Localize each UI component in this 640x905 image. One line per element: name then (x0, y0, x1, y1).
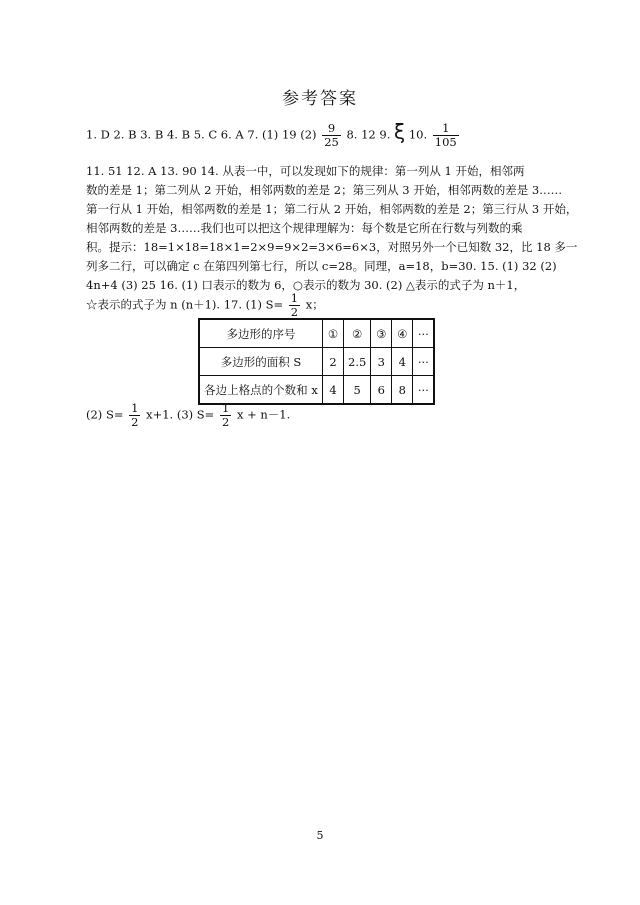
fraction-1-2: $\frac{1}{2}$ (290, 291, 299, 319)
table-row (199, 348, 434, 376)
answers-1-7: 1. D 2. B 3. B 4. B 5. C 6. A 7. (1) 19 (2) (86, 127, 317, 142)
table-cell: ① (323, 319, 344, 348)
answer-17-line: ☆表示的式子为 n (n＋1). 17. (1) S= $\frac{1}{2}$ x； (86, 291, 324, 319)
table-cell: 8 (392, 376, 413, 405)
fraction-1-105: $\frac{1}{105}$ (434, 121, 457, 149)
table-cell: ··· (413, 348, 435, 376)
table-cell: 多边形的面积 S (199, 348, 323, 376)
fraction-1-2: $\frac{1}{2}$ (131, 401, 139, 429)
para-line: 积。提示：18=1×18=18×1=2×9=9×2=3×6=6×3，对照另外一个已知数 32，比 18 多一 (86, 240, 578, 254)
answer-9-symbol: ξ (394, 119, 406, 144)
table-cell: ③ (371, 319, 392, 348)
table-cell: 3 (371, 348, 392, 376)
table-cell: ② (344, 319, 371, 348)
table-row (199, 376, 434, 405)
table-cell: 4 (392, 348, 413, 376)
table-cell: 多边形的序号 (199, 319, 323, 348)
table-cell: 2.5 (344, 348, 371, 376)
table-cell: 5 (344, 376, 371, 405)
fraction-1-2: $\frac{1}{2}$ (221, 401, 230, 429)
answers-8-9: 8. 12 9. (346, 127, 391, 142)
table-cell: ··· (413, 319, 435, 348)
table-cell: 4 (323, 376, 344, 405)
table-cell: ④ (392, 319, 413, 348)
para-line: 相邻两数的差是 3……我们也可以把这个规律理解为：每个数是它所在行数与列数的乘 (86, 221, 523, 235)
para-line: 11. 51 12. A 13. 90 14. 从表一中，可以发现如下的规律：第一列从 1 开始，相邻两 (86, 164, 525, 178)
table-cell: 6 (371, 376, 392, 405)
para-line: 数的差是 1；第二列从 2 开始，相邻两数的差是 2；第三列从 3 开始，相邻两数的差是 3…… (86, 183, 563, 197)
answer-17-parts-2-3: (2) S= $\frac{1}{2}$ x+1. (3) S= $\frac{1}{2}$ x + n－1. (86, 401, 291, 429)
table-cell: 各边上格点的个数和 x (199, 376, 323, 405)
page-title: 参考答案 (282, 89, 358, 109)
polygon-table (198, 318, 435, 405)
fraction-9-25: $\frac{9}{25}$ (324, 121, 339, 149)
table-cell: ··· (413, 376, 435, 405)
para-line: 第一行从 1 开始，相邻两数的差是 1；第二行从 2 开始，相邻两数的差是 2；第三行从 3 开始， (86, 202, 578, 216)
para-line: 4n+4 (3) 25 16. (1) 口表示的数为 6，○表示的数为 30. (2) △表示的式子为 n＋1， (86, 278, 526, 292)
page-number: 5 (316, 829, 324, 842)
answers-line-1 (86, 119, 556, 149)
table-row (199, 319, 434, 348)
table-cell: 2 (323, 348, 344, 376)
para-line: 列多二行，可以确定 c 在第四列第七行，所以 c=28。同理，a=18，b=30. 15. (1) 32 (2) (86, 259, 557, 273)
answer-10-label: 10. (408, 127, 428, 142)
